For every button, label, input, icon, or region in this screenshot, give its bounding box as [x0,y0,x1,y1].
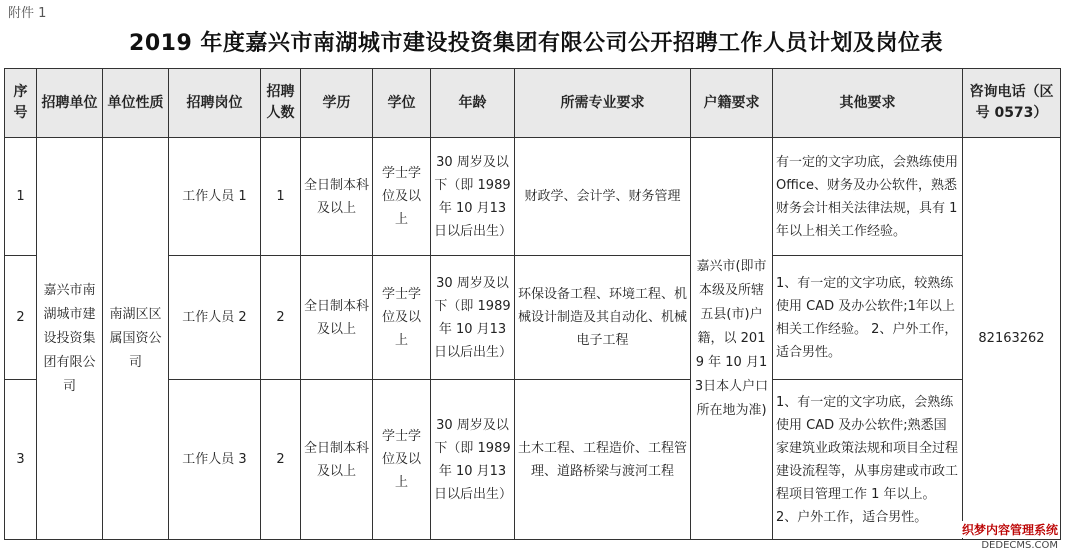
cell-education: 全日制本科及以上 [301,380,373,540]
cell-major: 土木工程、工程造价、工程管理、道路桥梁与渡河工程 [515,380,691,540]
watermark-text: 织梦内容管理系统 [961,523,1058,537]
cell-age: 30 周岁及以下（即 1989 年 10 月13日以后出生） [431,256,515,380]
cell-education: 全日制本科及以上 [301,138,373,256]
cell-other: 有一定的文字功底，会熟练使用Office、财务及办公软件，熟悉财务会计相关法律法规，具有 1 年以上相关工作经验。 [773,138,963,256]
attachment-label: 附件 1 [8,6,47,21]
header-age: 年龄 [431,69,515,138]
watermark-url: DEDECMS.COM [981,540,1058,551]
header-count: 招聘人数 [261,69,301,138]
cell-no: 1 [5,138,37,256]
header-position: 招聘岗位 [169,69,261,138]
cell-degree: 学士学位及以上 [373,138,431,256]
cell-major: 环保设备工程、环境工程、机械设计制造及其自动化、机械电子工程 [515,256,691,380]
cell-unit: 嘉兴市南湖城市建设投资集团有限公司 [37,138,103,540]
header-education: 学历 [301,69,373,138]
header-nature: 单位性质 [103,69,169,138]
cell-degree: 学士学位及以上 [373,256,431,380]
cell-phone: 82163262 [963,138,1061,540]
cell-nature: 南湖区区属国资公司 [103,138,169,540]
header-household: 户籍要求 [691,69,773,138]
cell-other: 1、有一定的文字功底，会熟练使用 CAD 及办公软件;熟悉国家建筑业政策法规和项目全过程建设流程等，从事房建或市政工程项目管理工作 1 年以上。 2、户外工作，适合男性。 [773,380,963,540]
cell-major: 财政学、会计学、财务管理 [515,138,691,256]
cell-degree: 学士学位及以上 [373,380,431,540]
header-other: 其他要求 [773,69,963,138]
header-row [5,69,1061,138]
cell-age: 30 周岁及以下（即 1989 年 10 月13日以后出生） [431,138,515,256]
header-degree: 学位 [373,69,431,138]
cell-household: 嘉兴市(即市本级及所辖五县(市)户籍，以 2019 年 10 月13日本人户口所在地为准) [691,138,773,540]
cell-count: 2 [261,380,301,540]
cell-age: 30 周岁及以下（即 1989 年 10 月13日以后出生） [431,380,515,540]
document-title: 2019 年度嘉兴市南湖城市建设投资集团有限公司公开招聘工作人员计划及岗位表 [129,31,943,56]
cell-other: 1、有一定的文字功底，较熟练使用 CAD 及办公软件;1年以上相关工作经验。 2、户外工作，适合男性。 [773,256,963,380]
header-unit: 招聘单位 [37,69,103,138]
header-major: 所需专业要求 [515,69,691,138]
recruitment-table [4,68,1061,540]
cell-count: 1 [261,138,301,256]
cell-position: 工作人员 2 [169,256,261,380]
table-row [5,138,1061,256]
cell-count: 2 [261,256,301,380]
header-phone: 咨询电话（区号 0573） [963,69,1061,138]
cell-education: 全日制本科及以上 [301,256,373,380]
cell-no: 3 [5,380,37,540]
cell-no: 2 [5,256,37,380]
cell-position: 工作人员 3 [169,380,261,540]
cell-position: 工作人员 1 [169,138,261,256]
header-no: 序号 [5,69,37,138]
